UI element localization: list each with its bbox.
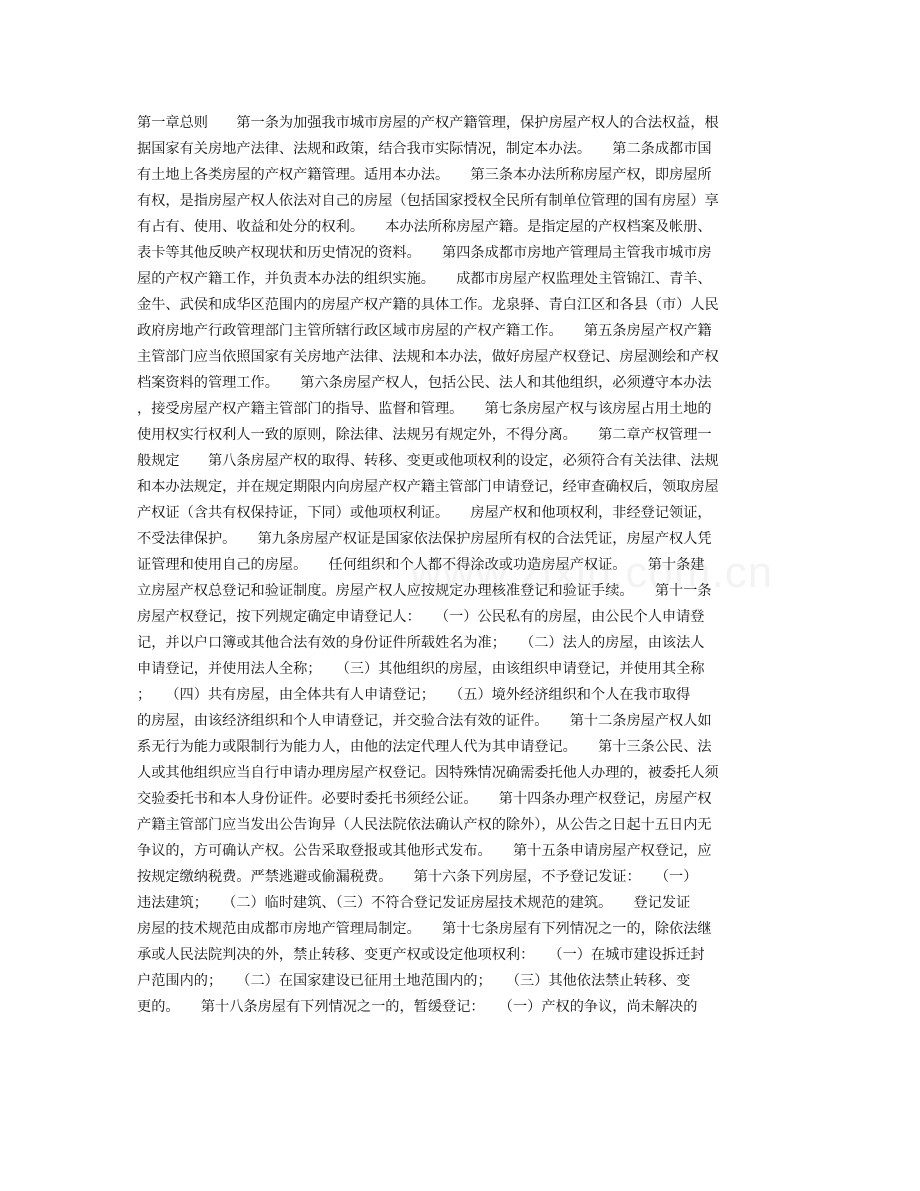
text-line: 表卡等其他反映产权现状和历史情况的资料。 第四条成都市房地产管理局主管我市城市房 — [137, 245, 712, 261]
text-line: 系无行为能力或限制行为能力人，由他的法定代理人代为其申请登记。 第十三条公民、法 — [137, 739, 712, 755]
text-line: 般规定 第八条房屋产权的取得、转移、变更或他项权利的设定，必须符合有关法律、法规 — [137, 453, 719, 469]
text-line: 承或人民法院判决的外，禁止转移、变更产权或设定他项权利： （一）在城市建设拆迁封 — [137, 947, 705, 963]
text-line: 立房屋产权总登记和验证制度。房屋产权人应按规定办理核准登记和验证手续。 第十一条 — [137, 583, 712, 599]
text-line: 房屋的技术规范由成都市房地产管理局制定。 第十七条房屋有下列情况之一的，除依法继 — [137, 921, 712, 937]
text-line: 户范围内的； （二）在国家建设已征用土地范围内的； （三）其他依法禁止转移、变 — [137, 973, 691, 989]
text-line: 申请登记，并使用法人全称； （三）其他组织的房屋，由该组织申请登记，并使用其全称 — [137, 661, 705, 677]
text-line: 更的。 第十八条房屋有下列情况之一的，暂缓登记： （一）产权的争议，尚未解决的 — [137, 999, 698, 1015]
text-line: 第一章总则 第一条为加强我市城市房屋的产权产籍管理，保护房屋产权人的合法权益，根 — [137, 115, 719, 131]
text-line: ，接受房屋产权产籍主管部门的指导、监督和管理。 第七条房屋产权与该房屋占用土地的 — [137, 401, 712, 417]
text-line: 按规定缴纳税费。严禁逃避或偷漏税费。 第十六条下列房屋，不予登记发证： （一） — [137, 869, 698, 885]
text-line: 记，并以户口簿或其他合法有效的身份证件所载姓名为准； （二）法人的房屋，由该法人 — [137, 635, 705, 651]
text-line: 交验委托书和本人身份证件。必要时委托书须经公证。 第十四条办理产权登记，房屋产权 — [137, 791, 712, 807]
text-line: 不受法律保护。 第九条房屋产权证是国家依法保护房屋所有权的合法凭证，房屋产权人凭 — [137, 531, 712, 547]
text-line: 主管部门应当依照国家有关房地产法律、法规和本办法，做好房屋产权登记、房屋测绘和产权 — [137, 349, 719, 365]
document-body — [137, 110, 787, 1020]
text-line: 产籍主管部门应当发出公告询异（人民法院依法确认产权的除外），从公告之日起十五日内无 — [137, 817, 712, 833]
text-line: 和本办法规定，并在规定期限内向房屋产权产籍主管部门申请登记，经审查确权后，领取房屋 — [137, 479, 719, 495]
text-line: 屋的产权产籍工作，并负责本办法的组织实施。 成都市房屋产权监理处主管锦江、青羊、 — [137, 271, 712, 287]
text-line: 产权证（含共有权保持证，下同）或他项权利证。 房屋产权和他项权利，非经登记领证， — [137, 505, 712, 521]
text-line: 使用权实行权利人一致的原则，除法律、法规另有规定外，不得分离。 第二章产权管理一 — [137, 427, 712, 443]
text-line: ； （四）共有房屋，由全体共有人申请登记； （五）境外经济组织和个人在我市取得 — [137, 687, 691, 703]
text-line: 争议的，方可确认产权。公告采取登报或其他形式发布。 第十五条申请房屋产权登记，应 — [137, 843, 712, 859]
text-line: 金牛、武侯和成华区范围内的房屋产权产籍的具体工作。龙泉驿、青白江区和各县（市）人民 — [137, 297, 719, 313]
text-line: 有占有、使用、收益和处分的权利。 本办法所称房屋产籍。是指定屋的产权档案及帐册、 — [137, 219, 712, 235]
text-line: 人或其他组织应当自行申请办理房屋产权登记。因特殊情况确需委托他人办理的，被委托人须 — [137, 765, 719, 781]
text-line: 政府房地产行政管理部门主管所辖行政区域市房屋的产权产籍工作。 第五条房屋产权产籍 — [137, 323, 712, 339]
text-line: 档案资料的管理工作。 第六条房屋产权人，包括公民、法人和其他组织，必须遵守本办法 — [137, 375, 712, 391]
text-line: 有权，是指房屋产权人依法对自己的房屋（包括国家授权全民所有制单位管理的国有房屋）享 — [137, 193, 719, 209]
text-line: 房屋产权登记，按下列规定确定申请登记人： （一）公民私有的房屋，由公民个人申请登 — [137, 609, 705, 625]
text-line: 有土地上各类房屋的产权产籍管理。适用本办法。 第三条本办法所称房屋产权，即房屋所 — [137, 167, 712, 183]
text-line: 证管理和使用自己的房屋。 任何组织和个人都不得涂改或功造房屋产权证。 第十条建 — [137, 557, 705, 573]
text-line: 违法建筑； （二）临时建筑、（三）不符合登记发证房屋技术规范的建筑。 登记发证 — [137, 895, 691, 911]
text-line: 的房屋，由该经济组织和个人申请登记，并交验合法有效的证件。 第十二条房屋产权人如 — [137, 713, 712, 729]
text-line: 据国家有关房地产法律、法规和政策，结合我市实际情况，制定本办法。 第二条成都市国 — [137, 141, 712, 157]
